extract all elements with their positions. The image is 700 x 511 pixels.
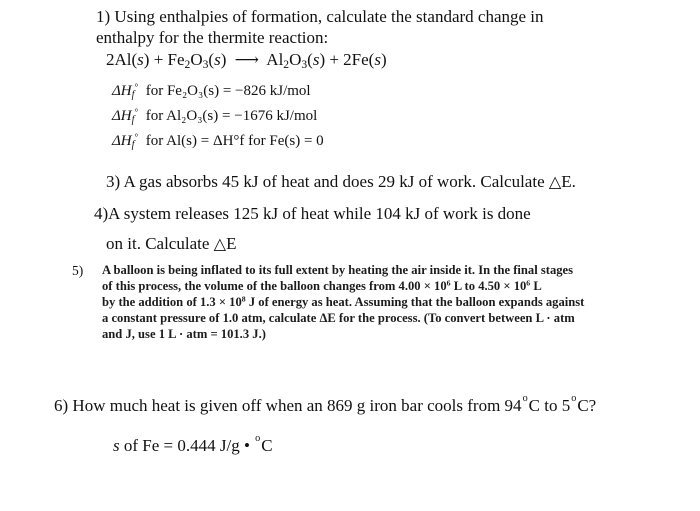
dh-sub: f: [131, 89, 135, 101]
rx-plus-fe: ) + Fe: [143, 50, 185, 69]
dh-for: for: [145, 133, 164, 149]
rx-paren-1: (: [208, 50, 215, 69]
rx-sub-1: 2: [184, 57, 191, 71]
thermite-reaction: [106, 50, 387, 70]
rx-o-2: O: [289, 50, 302, 69]
q5-line3a: by the addition of 1.3 × 10: [102, 295, 242, 309]
delta-triangle-icon: △: [548, 174, 562, 191]
rx-state-2: s: [214, 50, 221, 69]
rx-al: 2Al(: [106, 50, 138, 69]
dh-for: for: [145, 83, 164, 99]
q5-line2b: L to 4.50 × 10: [450, 279, 527, 293]
dh-value: −1676 kJ/mol: [234, 108, 318, 124]
dh-eq: =: [200, 133, 210, 149]
q4-line2: [106, 234, 236, 254]
dh-label: ΔH: [112, 83, 132, 99]
degree-icon: o: [255, 433, 261, 445]
dh-value: −826 kJ/mol: [235, 83, 311, 99]
degree-icon: o: [522, 393, 528, 405]
q4-symbol: E: [226, 234, 237, 253]
dh-sub: f: [131, 114, 135, 126]
q5-exp3: 8: [241, 294, 246, 304]
rx-plus-2fe: ) + 2Fe(: [319, 50, 375, 69]
q5-line5: and J, use 1 L · atm = 101.3 J.): [102, 327, 266, 341]
dh-value: ΔH°f for Fe(s) = 0: [212, 133, 324, 149]
rx-sub-3: 2: [283, 57, 290, 71]
dh-compound: Fe₂O₃(s): [166, 83, 220, 99]
rx-al2: Al: [266, 50, 284, 69]
dh-row-fe2o3: [112, 83, 311, 100]
dh-row-al2o3: [112, 108, 317, 125]
rx-paren-2: ): [220, 50, 227, 69]
q4-body: on it. Calculate: [106, 234, 214, 253]
q5-line3: [102, 295, 584, 311]
sfe-unit: C: [261, 436, 273, 455]
dh-row-al: [112, 133, 324, 150]
rx-o-1: O: [190, 50, 203, 69]
dh-eq: =: [222, 83, 232, 99]
rx-close: ): [380, 50, 387, 69]
dh-sup: °: [134, 82, 139, 93]
q5-exp2: 6: [526, 278, 531, 288]
q5-line4: a constant pressure of 1.0 atm, calculate ΔE for the process. (To convert between L · atm: [102, 311, 575, 325]
q5-line1: A balloon is being inflated to its full extent by heating the air inside it. In the final stages: [102, 263, 574, 277]
q5-line3b: J of energy as heat. Assuming that the balloon expands against: [245, 295, 585, 309]
q6-c: C?: [577, 396, 597, 415]
dh-label: ΔH: [112, 133, 132, 149]
q1-line2: enthalpy for the thermite reaction:: [96, 28, 329, 47]
reaction-arrow-icon: ⟶: [234, 50, 259, 69]
dh-sub: f: [131, 139, 135, 151]
dh-compound: Al₂O₃(s): [166, 108, 219, 124]
rx-paren-3: (: [307, 50, 313, 69]
q4-line1: 4)A system releases 125 kJ of heat while 104 kJ of work is done: [94, 204, 531, 223]
rx-state-3: s: [312, 50, 320, 69]
degree-icon: o: [571, 393, 577, 405]
q5-exp1: 6: [446, 278, 451, 288]
rx-state-1: s: [137, 50, 144, 69]
sfe-s: s: [113, 436, 120, 455]
q5-line2: [102, 279, 542, 295]
q5-line2a: of this process, the volume of the balloon changes from 4.00 × 10: [102, 279, 447, 293]
q3-body: 3) A gas absorbs 45 kJ of heat and does 29 kJ of work. Calculate: [106, 172, 549, 191]
q3-text: [106, 172, 576, 192]
delta-triangle-icon: △: [213, 236, 227, 253]
sfe-body: of Fe = 0.444 J/g •: [119, 436, 255, 455]
dh-for: for: [145, 108, 164, 124]
dh-compound: Al(s): [166, 133, 197, 149]
q3-symbol: E.: [561, 172, 576, 191]
rx-sub-2: 3: [202, 57, 209, 71]
dh-sup: °: [134, 132, 139, 143]
q6-a: 6) How much heat is given off when an 869 g iron bar cools from 94: [54, 396, 522, 415]
q6-text: [54, 393, 597, 416]
dh-sup: °: [134, 107, 139, 118]
rx-state-4: s: [374, 50, 381, 69]
specific-heat-fe: [113, 433, 273, 456]
dh-eq: =: [222, 108, 231, 124]
rx-sub-4: 3: [301, 57, 308, 71]
q5-line2c: L: [530, 279, 542, 293]
dh-label: ΔH: [112, 108, 132, 124]
q5-number: 5): [72, 263, 84, 278]
q6-b: C to 5: [528, 396, 571, 415]
q1-line1: 1) Using enthalpies of formation, calculate the standard change in: [96, 7, 544, 26]
